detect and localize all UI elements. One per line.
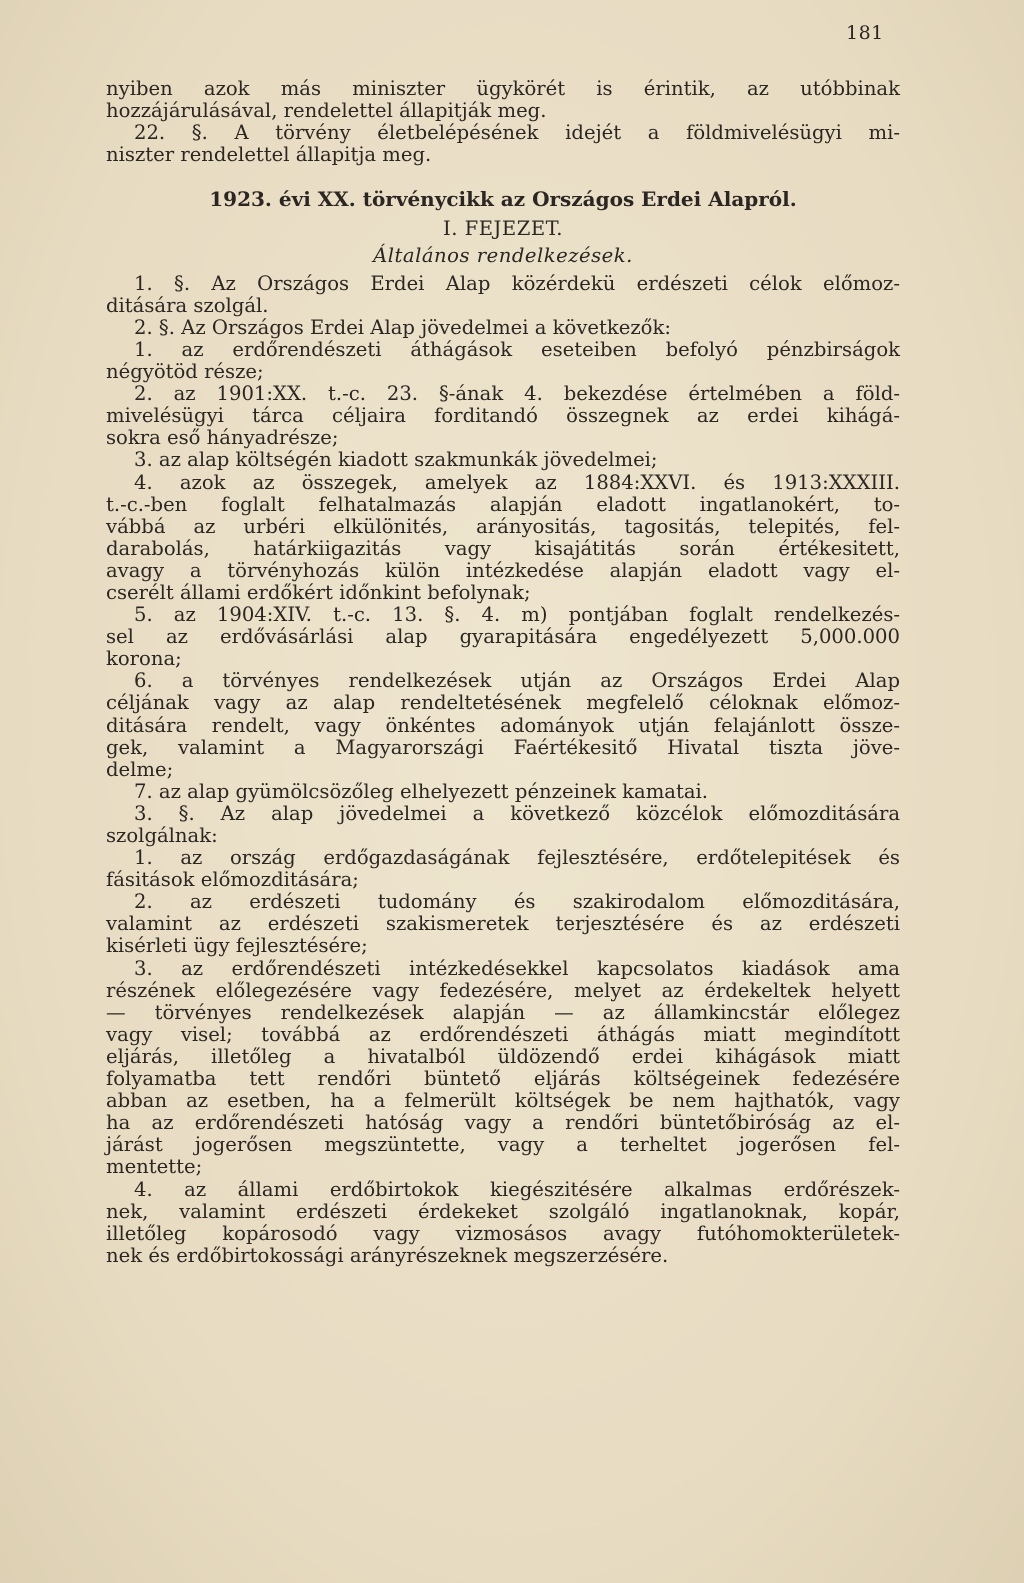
body-section	[106, 273, 900, 1267]
text-line: nyiben azok más miniszter ügykörét is érintik, az utóbbinak	[106, 77, 900, 100]
text-line: cserélt állami erdőkért időnkint befolynak;	[106, 580, 531, 604]
text-line: mentette;	[106, 1155, 203, 1179]
text-line: kisérleti ügy fejlesztésére;	[106, 934, 368, 958]
text-line: 2. az 1901:XX. t.-c. 23. §-ának 4. bekezdése értelmében a föld-	[134, 382, 900, 406]
chapter-heading: I. FEJEZET.	[442, 217, 564, 241]
text-line: fásitások előmozditására;	[106, 868, 359, 892]
text-line: 5. az 1904:XIV. t.-c. 13. §. 4. m) pontjában foglalt rendelkezés-	[134, 603, 900, 627]
text-line: eljárás, illetőleg a hivatalból üldözendő erdei kihágások miatt	[106, 1044, 900, 1068]
text-line: — törvényes rendelkezések alapján — az államkincstár előlegez	[106, 1000, 900, 1024]
text-line: 6. a törvényes rendelkezések utján az Országos Erdei Alap	[134, 669, 900, 693]
text-line: korona;	[106, 647, 182, 671]
text-line: céljának vagy az alap rendeltetésének megfelelő céloknak előmoz-	[106, 691, 900, 715]
text-line: 2. §. Az Országos Erdei Alap jövedelmei a következők:	[134, 315, 671, 339]
text-line: 1. az ország erdőgazdaságának fejlesztésére, erdőtelepitések és	[134, 846, 900, 870]
text-line: valamint az erdészeti szakismeretek terjesztésére és az erdészeti	[106, 912, 900, 936]
text-line: 1. §. Az Országos Erdei Alap közérdekü erdészeti célok előmoz-	[134, 271, 900, 295]
text-line: sokra eső hányadrésze;	[106, 426, 339, 450]
text-line: nek és erdőbirtokossági arányrészeknek megszerzésére.	[106, 1243, 669, 1267]
text-line: niszter rendelettel állapitja meg.	[106, 143, 432, 167]
text-line: járást jogerősen megszüntette, vagy a terheltet jogerősen fel-	[106, 1133, 900, 1157]
text-line: 4. azok az összegek, amelyek az 1884:XXVI. és 1913:XXXIII.	[134, 470, 900, 494]
text-line: szolgálnak:	[106, 824, 218, 847]
text-line: 3. az alap költségén kiadott szakmunkák jövedelmei;	[134, 448, 658, 472]
text-line: vábbá az urbéri elkülönités, arányositás, tagositás, telepités, fel-	[106, 514, 900, 538]
text-line: abban az esetben, ha a felmerült költségek be nem hajthatók, vagy	[106, 1089, 900, 1113]
text-line: mivelésügyi tárca céljaira forditandó összegnek az erdei kihágá-	[106, 404, 900, 428]
text-line: vagy visel; továbbá az erdőrendészeti áthágás miatt megindított	[106, 1022, 900, 1046]
text-line: 7. az alap gyümölcsözőleg elhelyezett pénzeinek kamatai.	[134, 779, 709, 803]
text-line: négyötöd része;	[106, 360, 264, 384]
chapter-subtitle: Általános rendelkezések.	[373, 243, 633, 267]
text-line: 3. az erdőrendészeti intézkedésekkel kapcsolatos kiadások ama	[134, 956, 900, 980]
text-line: 22. §. A törvény életbelépésének idejét a földmivelésügyi mi-	[134, 121, 900, 145]
text-line: illetőleg kopárosodó vagy vizmosásos avagy futóhomokterületek-	[106, 1221, 900, 1245]
law-title: 1923. évi XX. törvénycikk az Országos Erdei Alapról.	[209, 187, 797, 212]
text-line: 4. az állami erdőbirtokok kiegészitésére alkalmas erdőrészek-	[134, 1177, 900, 1201]
text-line: részének előlegezésére vagy fedezésére, melyet az érdekeltek helyett	[106, 978, 900, 1002]
text-line: 3. §. Az alap jövedelmei a következő közcélok előmozditására	[134, 801, 900, 825]
text-line: gek, valamint a Magyarországi Faértékesitő Hivatal tiszta jöve-	[106, 735, 900, 759]
document-text	[106, 78, 900, 1267]
text-line: ha az erdőrendészeti hatóság vagy a rendőri büntetőbiróság az el-	[106, 1111, 900, 1135]
text-line: folyamatba tett rendőri büntető eljárás költségeinek fedezésére	[106, 1067, 900, 1091]
text-line: ditására szolgál.	[106, 293, 269, 317]
text-line: nek, valamint erdészeti érdekeket szolgáló ingatlanoknak, kopár,	[106, 1199, 900, 1223]
text-line: t.-c.-ben foglalt felhatalmazás alapján eladott ingatlanokért, to-	[106, 492, 900, 516]
text-line: delme;	[106, 757, 174, 781]
text-line: 1. az erdőrendészeti áthágások eseteiben befolyó pénzbirságok	[134, 337, 900, 361]
text-line: avagy a törvényhozás külön intézkedése alapján eladott vagy el-	[106, 558, 900, 582]
text-line: sel az erdővásárlási alap gyarapitására engedélyezett 5,000.000	[106, 625, 900, 649]
page-number: 181	[846, 22, 884, 44]
text-line: darabolás, határkiigazitás vagy kisajátitás során értékesitett,	[106, 536, 900, 560]
text-line: ditására rendelt, vagy önkéntes adományok utján felajánlott össze-	[106, 713, 900, 737]
text-line: 2. az erdészeti tudomány és szakirodalom előmozditására,	[134, 890, 900, 914]
text-line: hozzájárulásával, rendelettel állapitják meg.	[106, 99, 547, 123]
top-section	[106, 78, 900, 166]
